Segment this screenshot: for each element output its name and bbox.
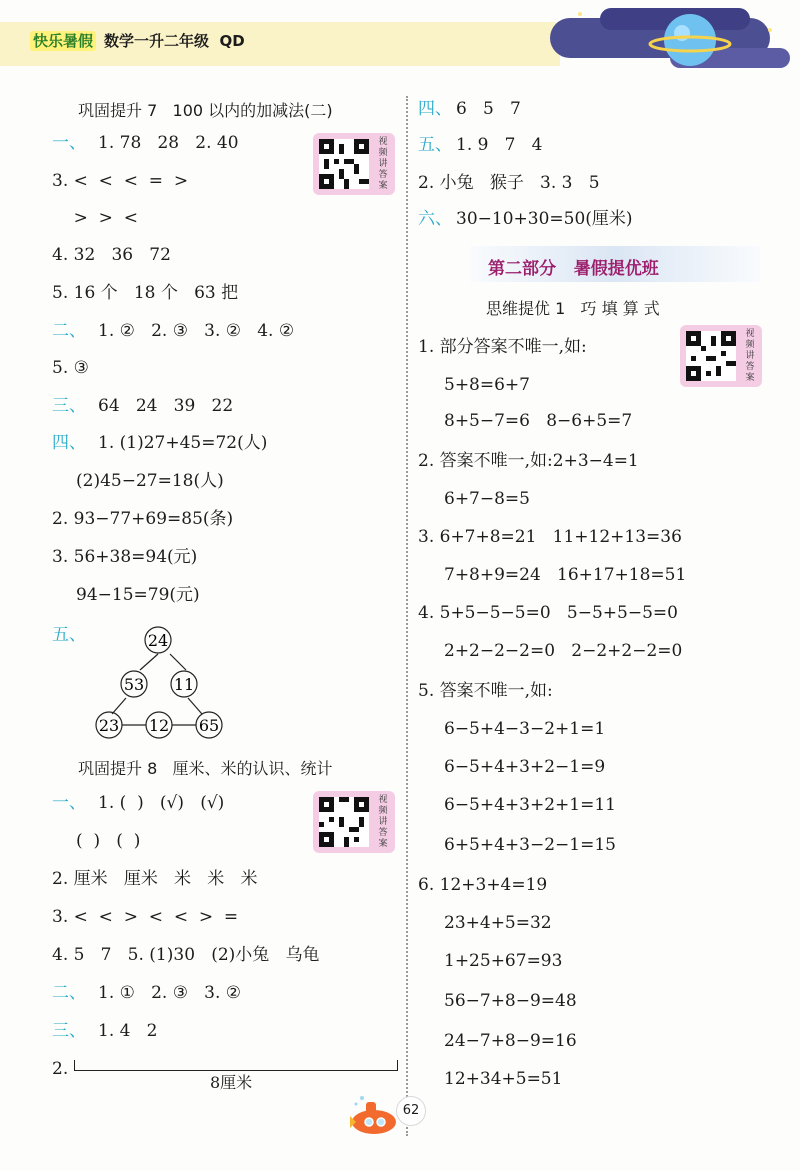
answer-line: 4. 5+5−5−5=0 5−5+5−5=0 — [418, 603, 678, 623]
brand-label: 快乐暑假 — [30, 31, 96, 51]
qr-code-thinking-1[interactable] — [680, 325, 762, 387]
column-divider — [406, 96, 408, 1136]
marker-six: 六、 — [418, 209, 452, 229]
answer-line: (2)45−27=18(人) — [76, 471, 224, 491]
triangle-value: 23 — [98, 716, 120, 735]
marker-five: 五、 — [52, 625, 86, 645]
answer-line: 6+7−8=5 — [444, 489, 530, 509]
answer-line: 30−10+30=50(厘米) — [456, 209, 633, 229]
number-triangle — [90, 618, 240, 748]
answer-line: 1. ② 2. ③ 3. ② 4. ② — [98, 321, 295, 341]
answer-line: 4. 5 7 5. (1)30 (2)小兔 乌龟 — [52, 945, 320, 965]
marker-two: 二、 — [52, 983, 86, 1003]
answer-line: 6−5+4+3+2−1=9 — [444, 757, 606, 777]
triangle-value: 24 — [147, 631, 169, 650]
answer-line: 23+4+5=32 — [444, 913, 552, 933]
answer-line: 1. (1)27+45=72(人) — [98, 433, 268, 453]
answer-line: 5. 答案不唯一,如: — [418, 681, 553, 701]
page-header — [0, 0, 800, 84]
answer-line: 1. 78 28 2. 40 — [98, 133, 239, 153]
qr-code-icon — [319, 139, 369, 189]
page-number: 62 — [396, 1096, 426, 1126]
answer-line: 8+5−7=6 8−6+5=7 — [444, 411, 633, 431]
qr-label: 视 频 讲 答 案 — [378, 137, 388, 191]
answer-line: 94−15=79(元) — [76, 585, 200, 605]
measure-label: 8厘米 — [210, 1073, 253, 1092]
marker-three: 三、 — [52, 396, 86, 416]
triangle-value: 65 — [198, 716, 220, 735]
subject-label: 数学一升二年级 QD — [104, 32, 245, 50]
section-8-title: 巩固提升 8 厘米、米的认识、统计 — [78, 759, 333, 778]
answer-line: 6. 12+3+4=19 — [418, 875, 548, 895]
qr-label: 视 频 讲 答 案 — [745, 329, 755, 383]
header-title — [30, 30, 245, 51]
banner-text: 第二部分 暑假提优班 — [488, 259, 659, 279]
answer-line: 2. 93−77+69=85(条) — [52, 509, 234, 529]
qr-code-section-8[interactable] — [313, 791, 395, 853]
submarine-icon — [336, 1090, 400, 1140]
answer-line: 7+8+9=24 16+17+18=51 — [444, 565, 687, 585]
answer-line: 3. < < > < < > = — [52, 907, 239, 927]
answer-line: 2. 答案不唯一,如:2+3−4=1 — [418, 451, 639, 471]
answer-line: 64 24 39 22 — [98, 396, 234, 416]
answer-line: 24−7+8−9=16 — [444, 1031, 577, 1051]
answer-line: 5. 16 个 18 个 63 把 — [52, 283, 239, 303]
answer-line: 12+34+5=51 — [444, 1069, 563, 1089]
answer-line: 2+2−2−2=0 2−2+2−2=0 — [444, 641, 683, 661]
answer-line: 5. ③ — [52, 358, 89, 378]
planet-icon — [540, 0, 800, 84]
qr-code-section-7[interactable] — [313, 133, 395, 195]
triangle-value: 12 — [148, 716, 170, 735]
answer-line: 2. 厘米 厘米 米 米 米 — [52, 869, 258, 889]
part-two-banner — [470, 246, 760, 282]
marker-five: 五、 — [418, 135, 452, 155]
marker-three: 三、 — [52, 1021, 86, 1041]
answer-line: 1+25+67=93 — [444, 951, 563, 971]
qr-code-icon — [686, 331, 736, 381]
answer-line: 1. 9 7 4 — [456, 135, 543, 155]
sub-section-title: 思维提优 1 巧 填 算 式 — [486, 299, 660, 318]
answer-line: 2. 小兔 猴子 3. 3 5 — [418, 173, 600, 193]
marker-one: 一、 — [52, 133, 86, 153]
marker-one: 一、 — [52, 793, 86, 813]
answer-line: 1. 4 2 — [98, 1021, 158, 1041]
answer-line: 3. 6+7+8=21 11+12+13=36 — [418, 527, 682, 547]
answer-line: 5+8=6+7 — [444, 375, 530, 395]
answer-line: 1. 部分答案不唯一,如: — [418, 337, 587, 357]
marker-two: 二、 — [52, 321, 86, 341]
marker-four: 四、 — [52, 433, 86, 453]
answer-line: ( ) ( ) — [76, 831, 141, 851]
answer-line: 6 5 7 — [456, 99, 521, 119]
answer-line: 6+5+4+3−2−1=15 — [444, 835, 616, 855]
answer-line: 3. < < < = > — [52, 171, 189, 191]
triangle-value: 53 — [123, 675, 145, 694]
answer-line: 1. ① 2. ③ 3. ② — [98, 983, 242, 1003]
answer-line: 4. 32 36 72 — [52, 245, 171, 265]
answer-line: 1. ( ) (√) (√) — [98, 793, 225, 813]
qr-code-icon — [319, 797, 369, 847]
measure-line — [74, 1060, 398, 1071]
triangle-value: 11 — [173, 675, 195, 694]
marker-four: 四、 — [418, 99, 452, 119]
answer-line: 6−5+4−3−2+1=1 — [444, 719, 606, 739]
answer-line: 56−7+8−9=48 — [444, 991, 577, 1011]
answer-line: 3. 56+38=94(元) — [52, 547, 198, 567]
section-7-title: 巩固提升 7 100 以内的加减法(二) — [78, 101, 333, 120]
answer-line: 6−5+4+3+2+1=11 — [444, 795, 616, 815]
qr-label: 视 频 讲 答 案 — [378, 795, 388, 849]
answer-line: 2. — [52, 1059, 69, 1079]
answer-line: > > < — [52, 208, 138, 228]
